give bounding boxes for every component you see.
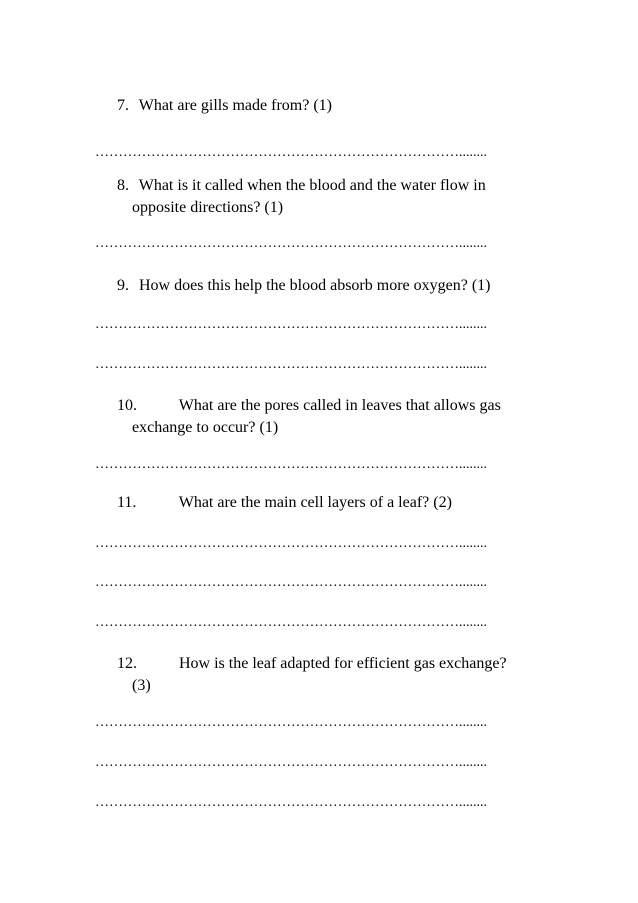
answer-line[interactable]: ……………………………………………………………………........ (95, 795, 487, 810)
question-number: 11. (117, 494, 137, 511)
answer-line[interactable]: ……………………………………………………………………........ (95, 715, 487, 730)
question-number: 7. (117, 97, 129, 114)
question-9 (117, 275, 547, 297)
question-number: 12. (117, 655, 137, 672)
answer-line[interactable]: ……………………………………………………………………........ (95, 615, 487, 630)
question-12 (117, 653, 547, 697)
question-text: What are the main cell layers of a leaf? (2) (178, 494, 452, 511)
question-text-continued: (3) (132, 677, 151, 694)
question-8 (117, 175, 547, 219)
answer-line[interactable]: ……………………………………………………………………........ (95, 317, 487, 332)
question-text-continued: exchange to occur? (1) (132, 419, 279, 436)
answer-line[interactable]: ……………………………………………………………………........ (95, 357, 487, 372)
question-text: How is the leaf adapted for efficient gas exchange? (179, 655, 507, 672)
question-number: 10. (117, 397, 137, 414)
question-text: How does this help the blood absorb more oxygen? (1) (139, 277, 491, 294)
question-text: What is it called when the blood and the water flow in (138, 177, 486, 194)
question-11 (117, 492, 547, 514)
answer-line[interactable]: ……………………………………………………………………........ (95, 755, 487, 770)
question-number: 8. (117, 177, 129, 194)
question-text-continued: opposite directions? (1) (132, 199, 284, 216)
answer-line[interactable]: ……………………………………………………………………........ (95, 536, 487, 551)
answer-line[interactable]: ……………………………………………………………………........ (95, 575, 487, 590)
question-7 (117, 95, 547, 117)
question-text: What are gills made from? (1) (138, 97, 332, 114)
answer-line[interactable]: ……………………………………………………………………........ (95, 236, 487, 251)
question-number: 9. (117, 277, 129, 294)
question-text: What are the pores called in leaves that allows gas (178, 397, 501, 414)
answer-line[interactable]: ……………………………………………………………………........ (95, 145, 487, 160)
question-10 (117, 395, 547, 439)
answer-line[interactable]: ……………………………………………………………………........ (95, 457, 487, 472)
